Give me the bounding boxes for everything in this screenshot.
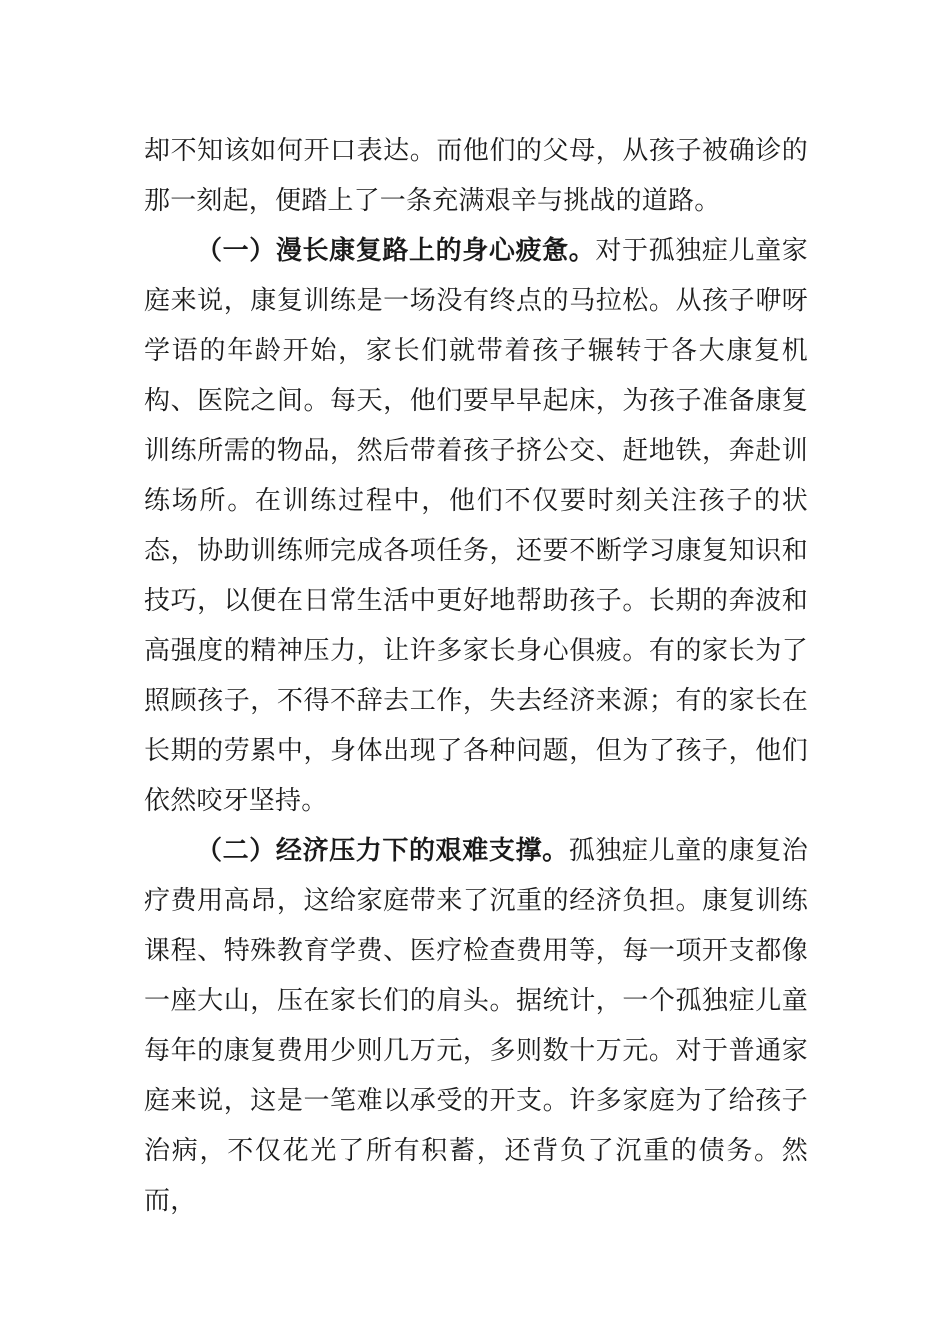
paragraph-continuation xyxy=(144,126,808,226)
document-body xyxy=(144,126,808,1226)
section-heading-two: （二）经济压力下的艰难支撑。 xyxy=(196,836,569,866)
paragraph-text: 孤独症儿童的康复治疗费用高昂，这给家庭带来了沉重的经济负担。康复训练课程、特殊教育学费、医疗检查费用等，每一项开支都像一座大山，压在家长们的肩头。据统计，一个孤独症儿童每年的康复费用少则几万元，多则数十万元。对于普通家庭来说，这是一笔难以承受的开支。许多家庭为了给孩子治病，不仅花光了所有积蓄，还背负了沉重的债务。然而， xyxy=(144,836,808,1216)
section-heading-one: （一）漫长康复路上的身心疲惫。 xyxy=(196,236,596,266)
paragraph-section-one xyxy=(144,226,808,826)
paragraph-section-two xyxy=(144,826,808,1226)
paragraph-text: 对于孤独症儿童家庭来说，康复训练是一场没有终点的马拉松。从孩子咿呀学语的年龄开始，家长们就带着孩子辗转于各大康复机构、医院之间。每天，他们要早早起床，为孩子准备康复训练所需的物品，然后带着孩子挤公交、赶地铁，奔赴训练场所。在训练过程中，他们不仅要时刻关注孩子的状态，协助训练师完成各项任务，还要不断学习康复知识和技巧，以便在日常生活中更好地帮助孩子。长期的奔波和高强度的精神压力，让许多家长身心俱疲。有的家长为了照顾孩子，不得不辞去工作，失去经济来源；有的家长在长期的劳累中，身体出现了各种问题，但为了孩子，他们依然咬牙坚持。 xyxy=(144,236,808,816)
paragraph-text: 却不知该如何开口表达。而他们的父母，从孩子被确诊的那一刻起，便踏上了一条充满艰辛与挑战的道路。 xyxy=(144,136,808,216)
